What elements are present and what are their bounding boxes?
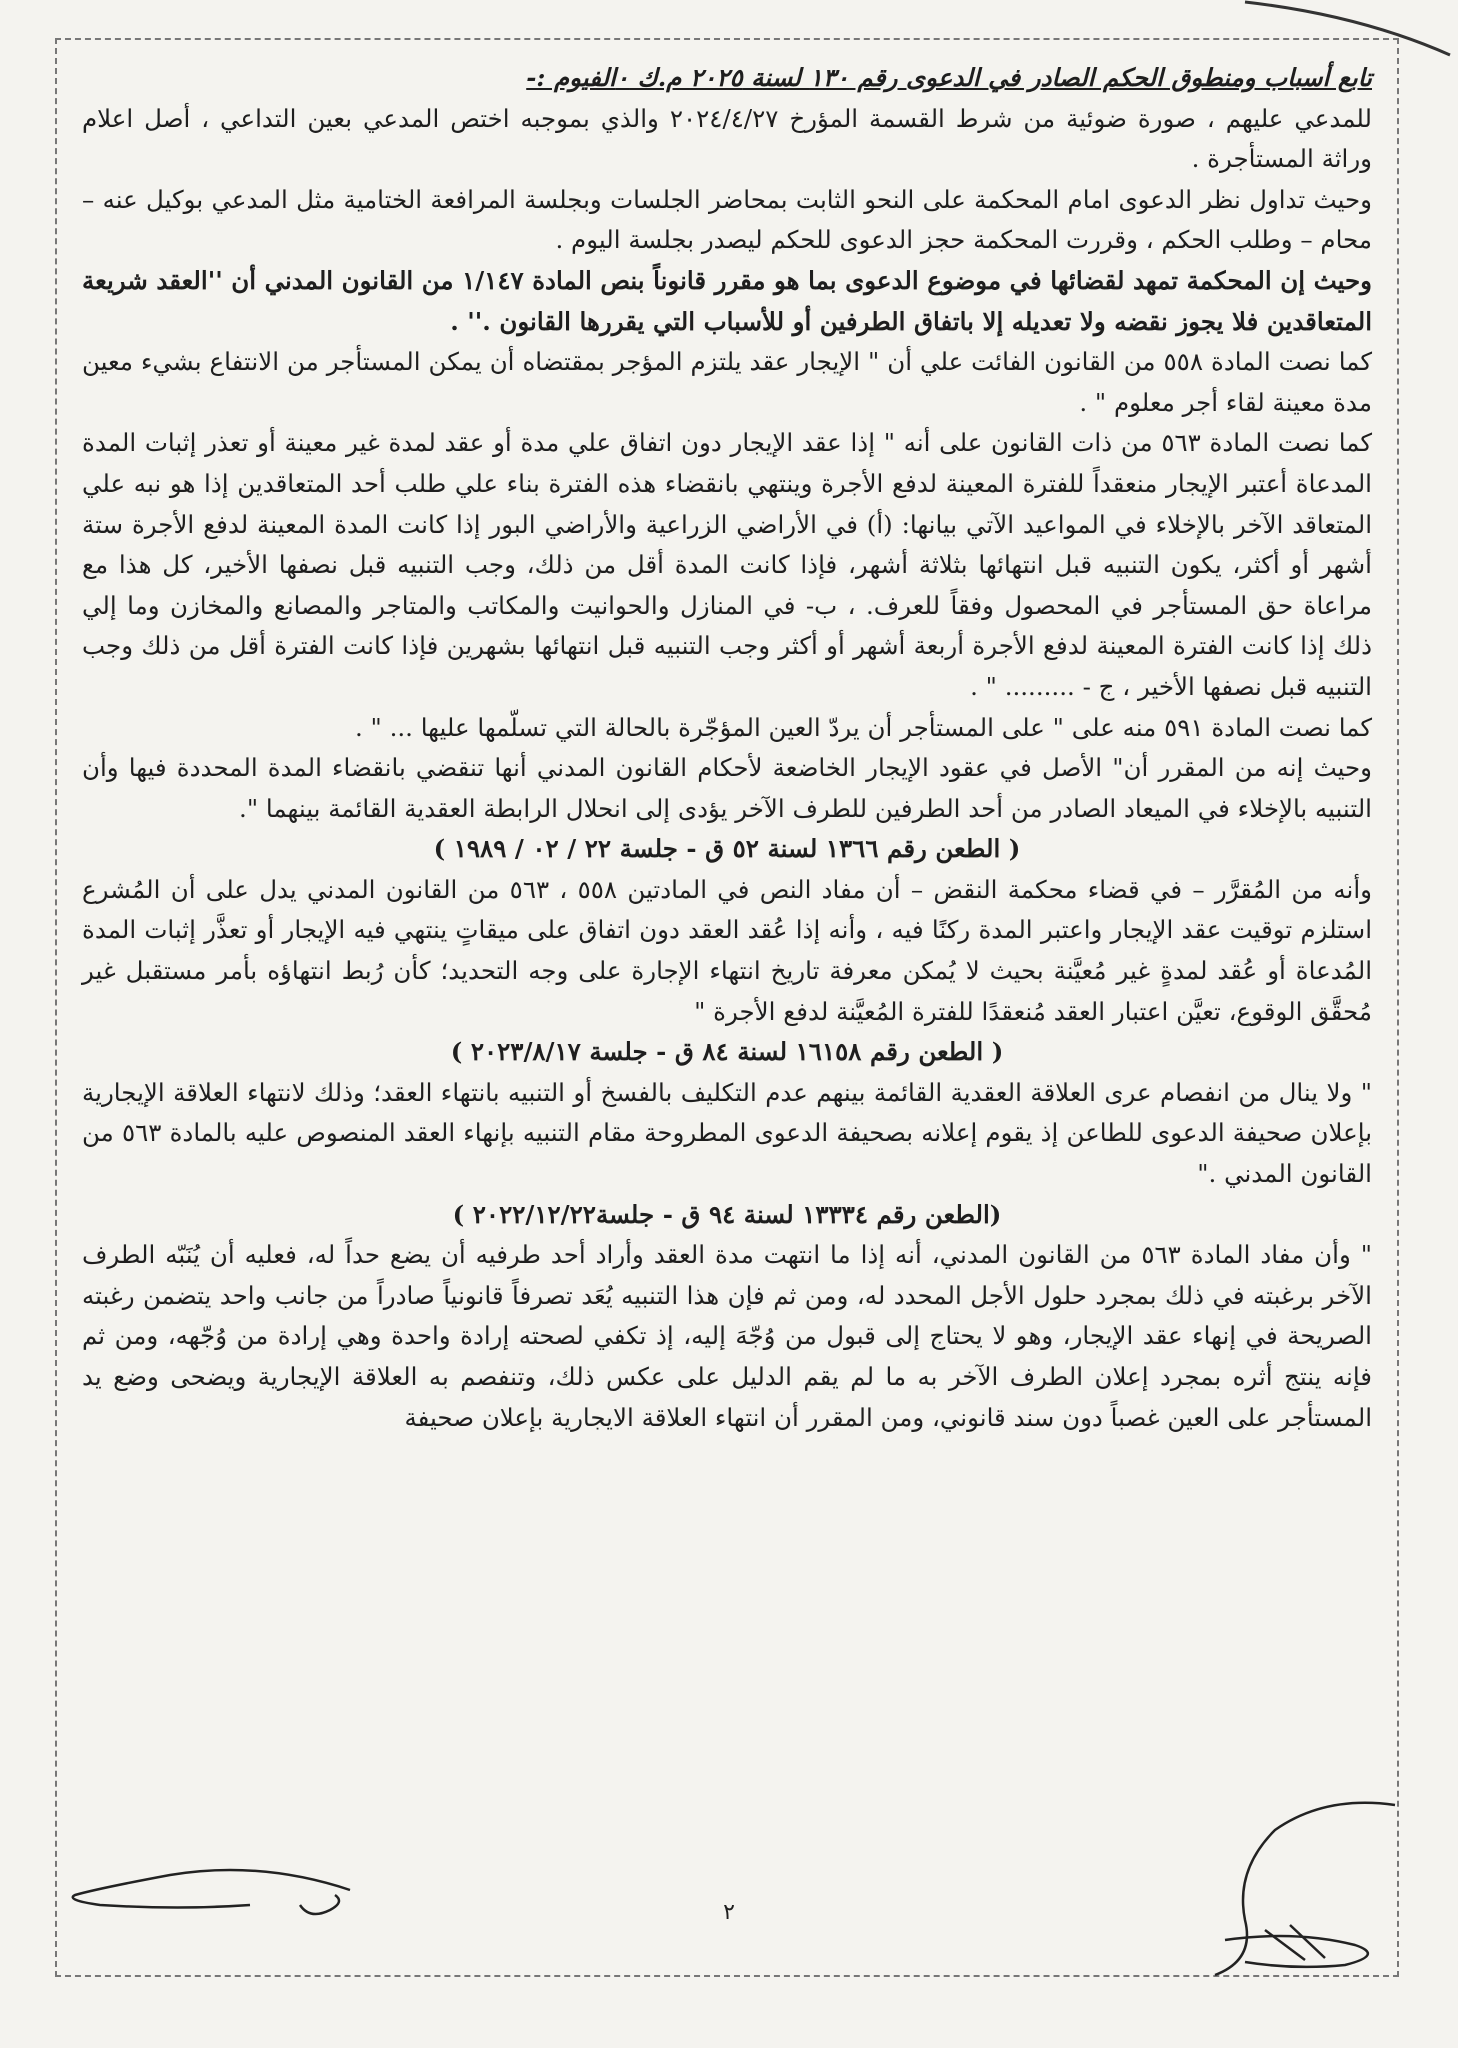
paragraph-article-563-meaning: " وأن مفاد المادة ٥٦٣ من القانون المدني، أنه إذا ما انتهت مدة العقد وأراد أحد طرفيه أن يضع حداً له، فعليه أن يُنَبّه الطرف الآخر برغبته في ذلك بمجرد حلول الأجل المحدد له، ومن ثم فإن هذا التنبيه يُعَد تصرفاً قانونياً صادراً من جانب واحد يتضمن رغبته الصريحة في إنهاء عقد الإيجار، وهو لا يحتاج إلى قبول من وُجّهَ إليه، إذ تكفي لصحته إرادة واحدة وهي إرادة من وُجّهه، ومن ثم فإنه ينتج أثره بمجرد إعلان الطرف الآخر به ما لم يقم الدليل على عكس ذلك، وتنفصم به العلاقة الإيجارية ويضحى وضع يد المستأجر على العين غصباً دون سند قانوني، ومن المقرر أن انتهاء العلاقة الايجارية بإعلان صحيفة xyxy=(82,1240,1372,1432)
citation-13334: (الطعن رقم ١٣٣٣٤ لسنة ٩٤ ق - جلسة٢٠٢٢/١٢/٢٢ ) xyxy=(452,1199,1002,1229)
paragraph-precedent-1: وحيث إنه من المقرر أن" الأصل في عقود الإيجار الخاضعة لأحكام القانون المدني أنها تنقضي بانقضاء المدة المحددة فيها وأن التنبيه بالإخلاء في الميعاد الصادر من أحد الطرفين للطرف الآخر يؤدى إلى انحلال الرابطة العقدية القائمة بينهما ". xyxy=(82,753,1372,823)
paragraph-article-147: وحيث إن المحكمة تمهد لقضائها في موضوع الدعوى بما هو مقرر قانوناً بنص المادة ١/١٤٧ من القانون المدني أن ''العقد شريعة المتعاقدين فلا يجوز نقضه ولا تعديله إلا باتفاق الطرفين أو للأسباب التي يقررها القانون .'' . xyxy=(82,265,1372,336)
paragraph-article-563: كما نصت المادة ٥٦٣ من ذات القانون على أنه " إذا عقد الإيجار دون اتفاق علي مدة أو عقد لمدة غير معينة أو تعذر إثبات المدة المدعاة أعتبر الإيجار منعقداً للفترة المعينة لدفع الأجرة وينتهي بانقضاء هذه الفترة بناء علي طلب أحد المتعاقدين إذا هو نبه علي المتعاقد الآخر بالإخلاء في المواعيد الآتي بيانها: (أ) في الأراضي الزراعية والأراضي البور إذا كانت المدة المعينة لدفع الأجرة ستة أشهر أو أكثر، يكون التنبيه قبل انتهائها بثلاثة أشهر، فإذا كانت المدة أقل من ذلك، وجب التنبيه قبل نصفها الأخير، كل هذا مع مراعاة حق المستأجر في المحصول وفقاً للعرف. ، ب- في المنازل والحوانيت والمكاتب والمتاجر والمصانع والمخازن وما إلي ذلك إذا كانت الفترة المعينة لدفع الأجرة أربعة أشهر أو أكثر وجب التنبيه قبل انتهائها بشهرين فإذا كانت الفترة أقل من ذلك وجب التنبيه قبل نصفها الأخير ، ج - ......... " . xyxy=(82,428,1372,701)
paragraph-notice: " ولا ينال من انفصام عرى العلاقة العقدية القائمة بينهم عدم التكليف بالفسخ أو التنبيه بانتهاء العقد؛ وذلك لانتهاء العلاقة الإيجارية بإعلان صحيفة الدعوى للطاعن إذ يقوم إعلانه بصحيفة الدعوى المطروحة مقام التنبيه بإنهاء العقد المنصوص عليه بالمادة ٥٦٣ من القانون المدني ." xyxy=(82,1077,1373,1189)
paragraph-cassation: وأنه من المُقرَّر – في قضاء محكمة النقض – أن مفاد النص في المادتين ٥٥٨ ، ٥٦٣ من القانون المدني يدل على أن المُشرع استلزم توقيت عقد الإيجار واعتبر المدة ركنًا فيه ، وأنه إذا عُقد العقد دون اتفاق على ميقاتٍ ينتهي فيه الإيجار أو تعذَّر إثبات المدة المُدعاة أو عُقد لمدةٍ غير مُعيَّنة بحيث لا يُمكن معرفة تاريخ انتهاء الإجارة على وجه التحديد؛ كأن رُبط انتهاؤه بأمر مستقبل غير مُحقَّق الوقوع، تعيَّن اعتبار العقد مُنعقدًا للفترة المُعيَّنة لدفع الأجرة " xyxy=(82,874,1372,1026)
handwritten-signature xyxy=(1095,1790,1415,1990)
page-header: تابع أسباب ومنطوق الحكم الصادر في الدعوى رقم ١٣٠ لسنة ٢٠٢٥ م.ك ٠الفيوم :- xyxy=(526,63,1372,92)
handwritten-initials xyxy=(60,1850,360,1940)
paragraph-evidence: للمدعي عليهم ، صورة ضوئية من شرط القسمة المؤرخ ٢٠٢٤/٤/٢٧ والذي بموجبه اختص المدعي بعين التداعي ، أصل اعلام وراثة المستأجرة . xyxy=(82,103,1372,174)
paragraph-proceedings: وحيث تداول نظر الدعوى امام المحكمة على النحو الثابت بمحاضر الجلسات وبجلسة المرافعة الختامية مثل المدعي بوكيل عنه – محام – وطلب الحكم ، وقررت المحكمة حجز الدعوى للحكم ليصدر بجلسة اليوم . xyxy=(82,184,1372,255)
paragraph-article-558: كما نصت المادة ٥٥٨ من القانون الفائت علي أن " الإيجار عقد يلتزم المؤجر بمقتضاه أن يمكن المستأجر من الانتفاع بشيء معين مدة معينة لقاء أجر معلوم " . xyxy=(82,347,1372,417)
citation-16158: ( الطعن رقم ١٦١٥٨ لسنة ٨٤ ق - جلسة ٢٠٢٣/٨/١٧ ) xyxy=(450,1037,1004,1067)
judgment-text xyxy=(82,58,1372,1438)
page-number: ٢ xyxy=(723,1900,735,1925)
citation-1366: ( الطعن رقم ١٣٦٦ لسنة ٥٢ ق - جلسة ٢٢ / ٠٢ / ١٩٨٩ ) xyxy=(433,834,1021,864)
page-fold-mark xyxy=(1240,0,1458,60)
paragraph-article-591: كما نصت المادة ٥٩١ منه على " على المستأجر أن يردّ العين المؤجّرة بالحالة التي تسلّمها عليها ... " . xyxy=(354,712,1372,742)
